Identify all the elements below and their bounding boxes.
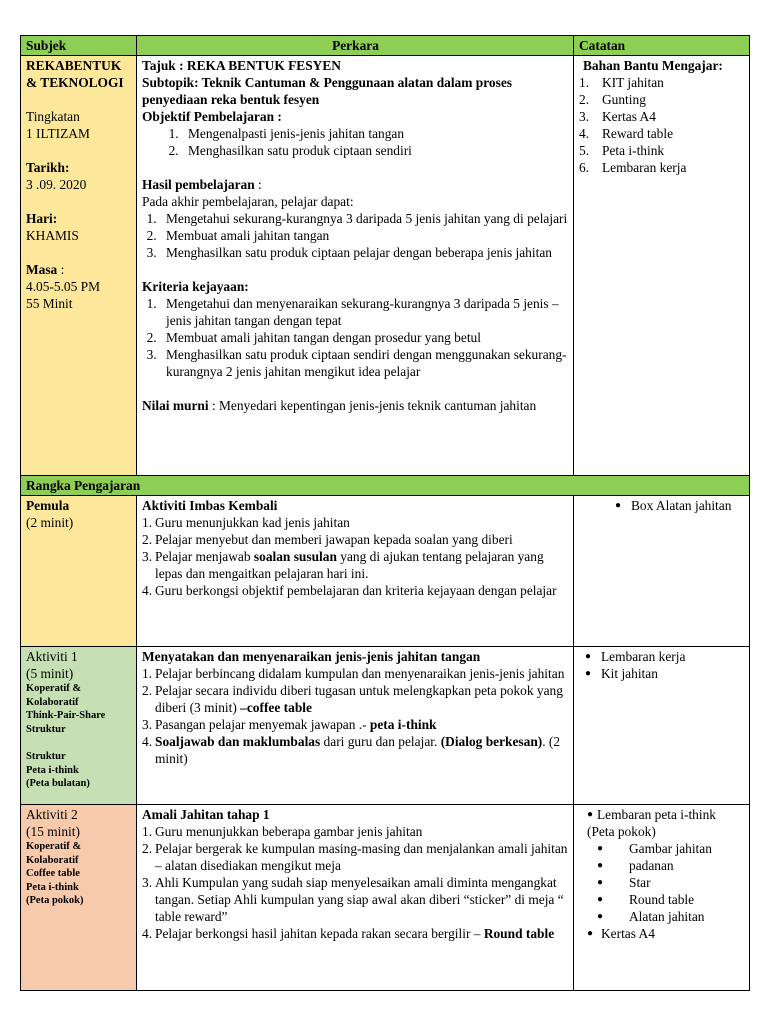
tarikh-value: 3 .09. 2020 bbox=[26, 177, 87, 192]
step-number: 1. bbox=[142, 515, 153, 530]
step-text: soalan susulan bbox=[253, 549, 337, 564]
aktiviti1-tag: (Peta bulatan) bbox=[26, 778, 90, 789]
pemula-row bbox=[21, 496, 750, 647]
step-text: Pasangan pelajar menyemak jawapan .- bbox=[155, 717, 370, 732]
pemula-content-cell bbox=[137, 496, 574, 647]
step-number: 4. bbox=[142, 926, 153, 941]
tarikh-label: Tarikh: bbox=[26, 160, 70, 175]
step-text: yang di ajukan tentang pelajaran yang lepas dan mengaitkan pelajaran hari ini. bbox=[155, 549, 544, 581]
aktiviti1-notes-cell bbox=[574, 647, 750, 805]
step-number: 2. bbox=[142, 683, 153, 698]
aktiviti1-label-cell bbox=[21, 647, 137, 805]
pemula-steps bbox=[142, 514, 569, 599]
step-number: 3. bbox=[142, 549, 153, 564]
aktiviti2-inner-item: ● padanan bbox=[597, 858, 674, 873]
aktiviti1-tag: Struktur bbox=[26, 723, 66, 735]
masa-time: 4.05-5.05 PM bbox=[26, 279, 101, 294]
aktiviti1-steps bbox=[142, 665, 569, 767]
objektif-item: 2. Menghasilkan satu produk ciptaan sendiri bbox=[182, 142, 569, 159]
objektif-list bbox=[142, 125, 569, 159]
bahan-title: Bahan Bantu Mengajar: bbox=[583, 58, 723, 73]
aktiviti1-notes bbox=[579, 648, 745, 682]
rangka-title: Rangka Pengajaran bbox=[21, 476, 750, 496]
aktiviti2-row bbox=[21, 805, 750, 991]
step-text: Ahli Kumpulan yang sudah siap menyelesaikan amali diminta mengangkat tangan. Setiap Ahli kumpulan yang siap awal akan diberi “sticker” di meja “ table reward” bbox=[155, 875, 564, 924]
step-item bbox=[142, 682, 569, 716]
pemula-notes-cell bbox=[574, 496, 750, 647]
bahan-item: 5. Peta i-think bbox=[579, 143, 665, 158]
step-item bbox=[142, 925, 569, 942]
hari-label: Hari: bbox=[26, 211, 58, 226]
aktiviti2-inner-item: ● Alatan jahitan bbox=[597, 909, 705, 924]
step-text: Pelajar bergerak ke kumpulan masing-masing dan menjalankan amali jahitan – alatan disediakan mengikut meja bbox=[155, 841, 568, 873]
aktiviti1-note-item: ● Kit jahitan bbox=[585, 666, 658, 681]
aktiviti2-content-cell bbox=[137, 805, 574, 991]
step-text: Guru berkongsi objektif pembelajaran dan kriteria kejayaan dengan pelajar bbox=[155, 583, 557, 598]
step-text: –coffee table bbox=[240, 700, 312, 715]
nilai-title: Nilai murni bbox=[142, 398, 209, 413]
hasil-list bbox=[142, 210, 569, 261]
bahan-item: 2. Gunting bbox=[579, 92, 646, 107]
aktiviti1-label: Aktiviti 1 bbox=[26, 649, 78, 664]
kriteria-item: 1. Mengetahui dan menyenaraikan sekurang-kurangnya 3 daripada 5 jenis –jenis jahitan tangan dengan tepat bbox=[160, 295, 569, 329]
step-item bbox=[142, 840, 569, 874]
aktiviti2-tag: (Peta pokok) bbox=[26, 895, 84, 906]
step-number: 1. bbox=[142, 824, 153, 839]
header-row bbox=[21, 36, 750, 56]
step-text: (Dialog berkesan) bbox=[440, 734, 543, 749]
kriteria-item: 3. Menghasilkan satu produk ciptaan sendiri dengan menggunakan sekurang-kurangnya 2 jenis jahitan mengikut idea pelajar bbox=[160, 346, 569, 380]
bahan-cell bbox=[574, 56, 750, 476]
aktiviti2-tag: Coffee table bbox=[26, 868, 80, 879]
hasil-item: 3. Menghasilkan satu produk ciptaan pelajar dengan beberapa jenis jahitan bbox=[160, 244, 569, 261]
aktiviti2-inner-item: ● Star bbox=[597, 875, 651, 890]
step-text: Round table bbox=[483, 926, 555, 941]
aktiviti2-notes-cell bbox=[574, 805, 750, 991]
aktiviti2-inner-item: ● Round table bbox=[597, 892, 695, 907]
step-number: 4. bbox=[142, 734, 153, 749]
aktiviti1-tag: Koperatif & bbox=[26, 683, 82, 694]
step-number: 2. bbox=[142, 841, 153, 856]
step-item bbox=[142, 531, 569, 548]
step-item bbox=[142, 582, 569, 599]
masa-label: Masa bbox=[26, 262, 58, 277]
perkara-cell bbox=[137, 56, 574, 476]
aktiviti2-label: Aktiviti 2 bbox=[26, 807, 78, 822]
bahan-item: 1. KIT jahitan bbox=[579, 75, 664, 90]
tajuk-line bbox=[142, 57, 569, 74]
masa-separator: : bbox=[57, 262, 65, 277]
step-number: 3. bbox=[142, 717, 153, 732]
aktiviti2-title: Amali Jahitan tahap 1 bbox=[142, 807, 270, 822]
bahan-item: 4. Reward table bbox=[579, 126, 674, 141]
nilai-line bbox=[142, 397, 569, 414]
masa-duration: 55 Minit bbox=[26, 296, 73, 311]
step-number: 3. bbox=[142, 875, 153, 890]
step-item bbox=[142, 823, 569, 840]
step-item bbox=[142, 514, 569, 531]
header-catatan: Catatan bbox=[574, 36, 750, 56]
aktiviti1-row bbox=[21, 647, 750, 805]
step-text: Pelajar menyebut dan memberi jawapan kepada soalan yang diberi bbox=[155, 532, 513, 547]
bahan-item: 6. Lembaran kerja bbox=[579, 160, 687, 175]
kriteria-item: 2. Membuat amali jahitan tangan dengan prosedur yang betul bbox=[160, 329, 569, 346]
aktiviti2-note-sub: (Peta pokok) bbox=[587, 824, 656, 839]
header-subjek: Subjek bbox=[21, 36, 137, 56]
info-row bbox=[21, 56, 750, 476]
step-text: dari guru dan pelajar. bbox=[320, 734, 441, 749]
aktiviti2-inner-item: ● Gambar jahitan bbox=[597, 841, 712, 856]
bahan-list bbox=[579, 74, 745, 176]
hasil-intro: Pada akhir pembelajaran, pelajar dapat: bbox=[142, 194, 354, 209]
objektif-item: 1. Mengenalpasti jenis-jenis jahitan tangan bbox=[182, 125, 569, 142]
aktiviti1-note-item: ● Lembaran kerja bbox=[585, 649, 686, 664]
aktiviti1-time: (5 minit) bbox=[26, 666, 74, 681]
aktiviti2-label-cell bbox=[21, 805, 137, 991]
aktiviti2-note-item: ● Kertas A4 bbox=[587, 926, 655, 941]
tingkatan-label: Tingkatan bbox=[26, 109, 80, 124]
aktiviti2-inner-notes bbox=[579, 840, 745, 925]
step-text: Pelajar berbincang didalam kumpulan dan menyenaraikan jenis-jenis jahitan bbox=[155, 666, 565, 681]
aktiviti1-tag: Think-Pair-Share bbox=[26, 710, 106, 721]
step-item bbox=[142, 548, 569, 582]
aktiviti2-note-item: ● Lembaran peta i-think bbox=[587, 807, 716, 822]
hasil-line bbox=[142, 176, 569, 193]
step-number: 4. bbox=[142, 583, 153, 598]
hasil-title: Hasil pembelajaran bbox=[142, 177, 255, 192]
masa-line bbox=[26, 261, 132, 278]
step-item bbox=[142, 665, 569, 682]
pemula-note-item: ● Box Alatan jahitan bbox=[615, 498, 732, 513]
kriteria-title: Kriteria kejayaan: bbox=[142, 279, 249, 294]
tajuk-label: Tajuk : bbox=[142, 58, 184, 73]
aktiviti2-tag: Kolaboratif bbox=[26, 854, 79, 866]
step-text: peta i-think bbox=[369, 717, 437, 732]
step-text: Pelajar secara individu diberi tugasan untuk melengkapkan peta pokok yang diberi (3 minit) bbox=[155, 683, 563, 715]
aktiviti2-steps bbox=[142, 823, 569, 942]
step-number: 2. bbox=[142, 532, 153, 547]
step-item bbox=[142, 733, 569, 767]
aktiviti2-tag: Peta i-think bbox=[26, 881, 79, 893]
subject-info-cell bbox=[21, 56, 137, 476]
hasil-item: 1. Mengetahui sekurang-kurangnya 3 daripada 5 jenis jahitan yang di pelajari bbox=[160, 210, 569, 227]
step-text: Guru menunjukkan beberapa gambar jenis jahitan bbox=[155, 824, 423, 839]
tajuk-value: REKA BENTUK FESYEN bbox=[186, 58, 341, 73]
aktiviti1-tag: Peta i-think bbox=[26, 764, 79, 776]
kriteria-list bbox=[142, 295, 569, 380]
pemula-notes bbox=[579, 497, 745, 514]
step-number: 1. bbox=[142, 666, 153, 681]
hasil-item: 2. Membuat amali jahitan tangan bbox=[160, 227, 569, 244]
aktiviti2-time: (15 minit) bbox=[26, 824, 80, 839]
nilai-text: : Menyedari kepentingan jenis-jenis teknik cantuman jahitan bbox=[208, 398, 537, 413]
step-text: Pelajar berkongsi hasil jahitan kepada rakan secara bergilir – bbox=[155, 926, 484, 941]
aktiviti1-tag: Kolaboratif bbox=[26, 696, 79, 708]
step-text: Soaljawab dan maklumbalas bbox=[155, 734, 321, 749]
aktiviti1-content-cell bbox=[137, 647, 574, 805]
pemula-time: (2 minit) bbox=[26, 515, 74, 530]
aktiviti2-tag: Koperatif & bbox=[26, 841, 82, 852]
aktiviti2-notes-last bbox=[579, 925, 745, 942]
aktiviti1-tag: Struktur bbox=[26, 751, 66, 762]
objektif-title: Objektif Pembelajaran : bbox=[142, 109, 282, 124]
pemula-title: Aktiviti Imbas Kembali bbox=[142, 498, 278, 513]
step-item bbox=[142, 716, 569, 733]
pemula-label-cell bbox=[21, 496, 137, 647]
rangka-band-row bbox=[21, 476, 750, 496]
subject-name: REKABENTUK & TEKNOLOGI bbox=[26, 58, 124, 90]
lesson-plan-table bbox=[20, 35, 750, 991]
header-perkara: Perkara bbox=[137, 36, 574, 56]
hasil-separator: : bbox=[254, 177, 262, 192]
aktiviti1-title: Menyatakan dan menyenaraikan jenis-jenis jahitan tangan bbox=[142, 649, 481, 664]
hari-value: KHAMIS bbox=[26, 228, 79, 243]
step-text: Guru menunjukkan kad jenis jahitan bbox=[155, 515, 350, 530]
aktiviti2-notes bbox=[579, 806, 745, 823]
step-item bbox=[142, 874, 569, 925]
subtopik: Subtopik: Teknik Cantuman & Penggunaan alatan dalam proses penyediaan reka bentuk fesyen bbox=[142, 75, 512, 107]
tingkatan-value: 1 ILTIZAM bbox=[26, 126, 90, 141]
step-text: Pelajar menjawab bbox=[155, 549, 254, 564]
pemula-label: Pemula bbox=[26, 498, 70, 513]
step-text: . (2 minit) bbox=[155, 734, 561, 766]
bahan-item: 3. Kertas A4 bbox=[579, 109, 656, 124]
